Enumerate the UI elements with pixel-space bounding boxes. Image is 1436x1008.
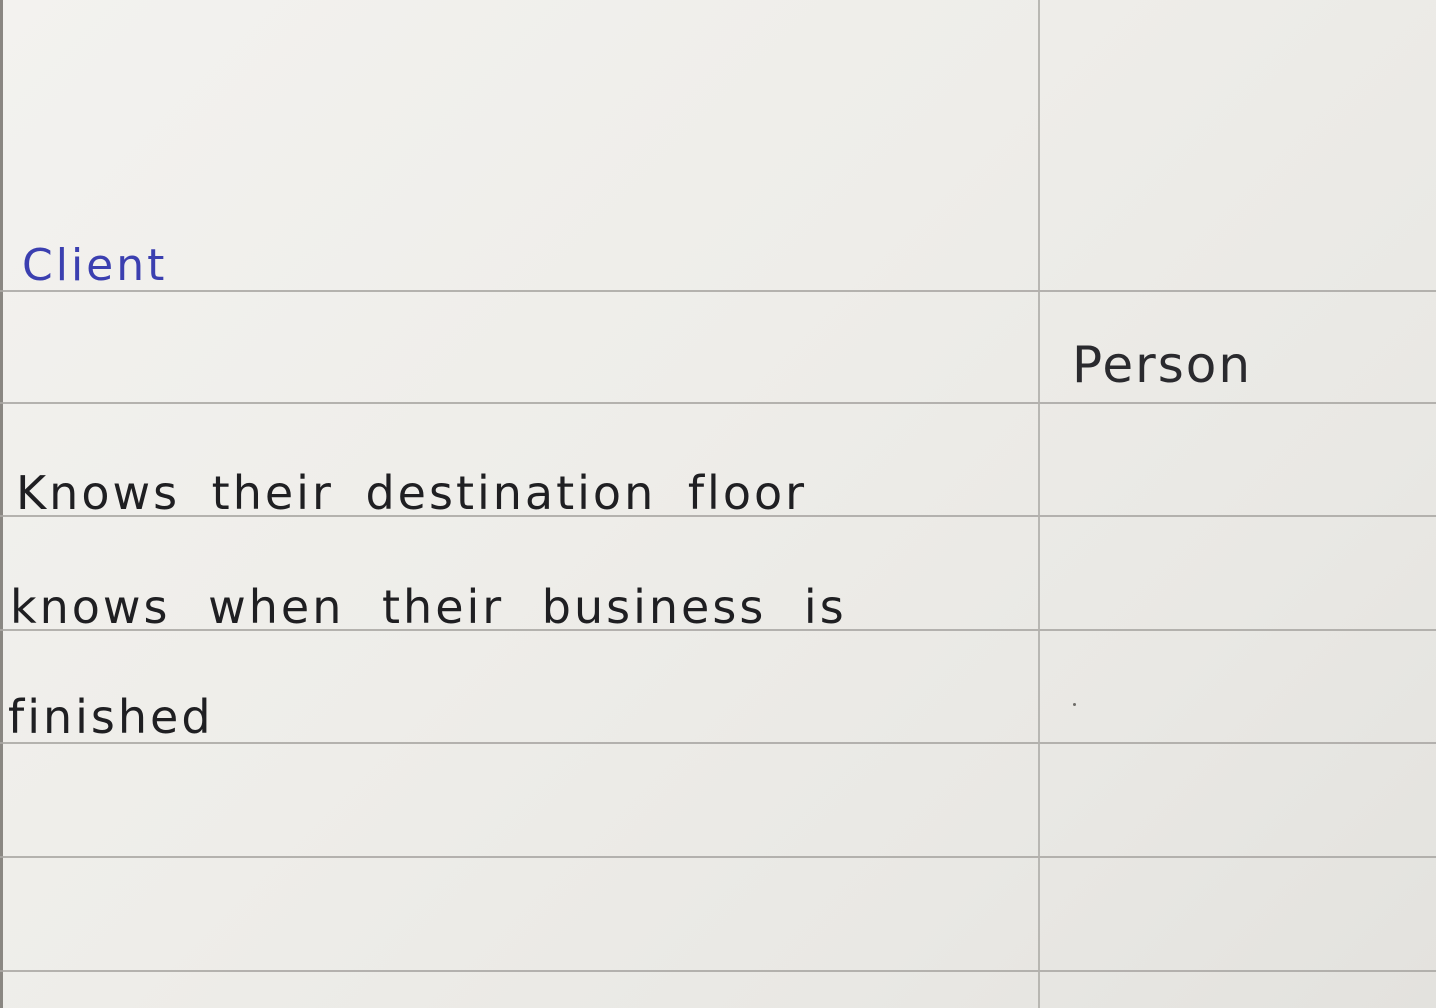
class-name: Client (22, 240, 168, 291)
responsibility-line: finished (8, 690, 214, 744)
ruled-line (0, 742, 1436, 744)
ruled-line (0, 856, 1436, 858)
collaborator-name: Person (1072, 336, 1253, 394)
pen-dot (1073, 703, 1076, 706)
ruled-line (0, 290, 1436, 292)
responsibility-line: knows when their business is (10, 580, 847, 634)
ruled-line (0, 970, 1436, 972)
column-divider (1038, 0, 1040, 1008)
ruled-line (0, 402, 1436, 404)
responsibility-line: Knows their destination floor (16, 466, 808, 520)
